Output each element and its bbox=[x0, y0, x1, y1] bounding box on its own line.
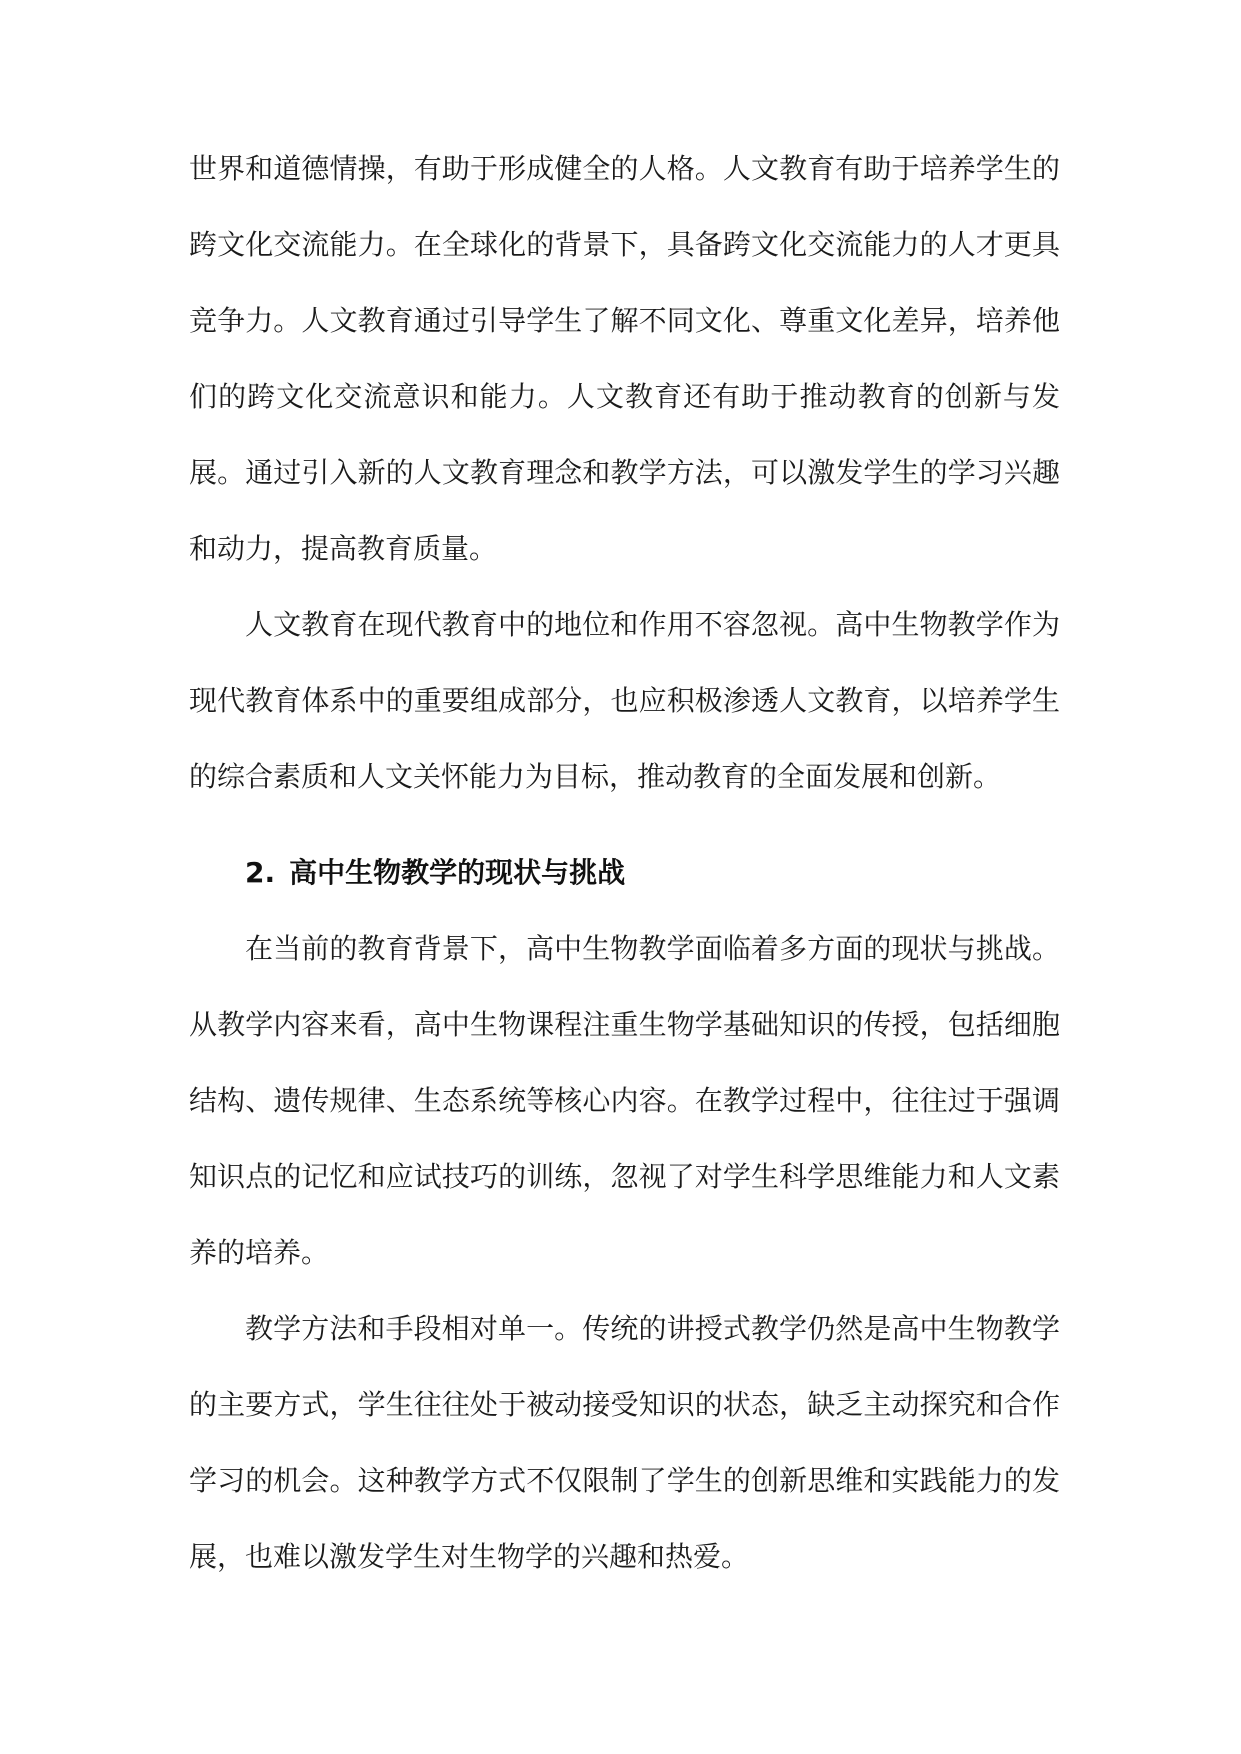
section-heading bbox=[189, 835, 1060, 911]
section-title: 高中生物教学的现状与挑战 bbox=[289, 856, 626, 889]
paragraph-current-status: 在当前的教育背景下，高中生物教学面临着多方面的现状与挑战。从教学内容来看，高中生物课程注重生物学基础知识的传授，包括细胞结构、遗传规律、生态系统等核心内容。在教学过程中，往往过于强调知识点的记忆和应试技巧的训练，忽视了对学生科学思维能力和人文素养的培养。 bbox=[189, 932, 1060, 1269]
body-text bbox=[189, 131, 1060, 1595]
paragraph-humanities-role: 人文教育在现代教育中的地位和作用不容忽视。高中生物教学作为现代教育体系中的重要组成部分，也应积极渗透人文教育，以培养学生的综合素质和人文关怀能力为目标，推动教育的全面发展和创新。 bbox=[189, 608, 1060, 793]
paragraph-humanities-benefits: 世界和道德情操，有助于形成健全的人格。人文教育有助于培养学生的跨文化交流能力。在全球化的背景下，具备跨文化交流能力的人才更具竞争力。人文教育通过引导学生了解不同文化、尊重文化差异，培养他们的跨文化交流意识和能力。人文教育还有助于推动教育的创新与发展。通过引入新的人文教育理念和教学方法，可以激发学生的学习兴趣和动力，提高教育质量。 bbox=[189, 152, 1060, 565]
paragraph-teaching-methods: 教学方法和手段相对单一。传统的讲授式教学仍然是高中生物教学的主要方式，学生往往处于被动接受知识的状态，缺乏主动探究和合作学习的机会。这种教学方式不仅限制了学生的创新思维和实践能力的发展，也难以激发学生对生物学的兴趣和热爱。 bbox=[189, 1312, 1060, 1573]
section-number: 2. bbox=[245, 856, 276, 889]
